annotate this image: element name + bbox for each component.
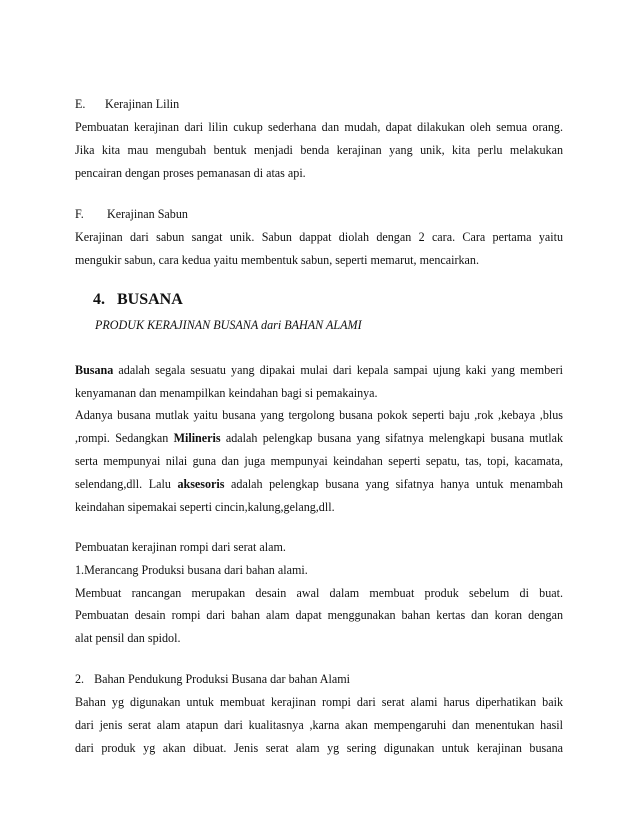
busana-line-5: serta mempunyai nilai guna dan juga mempunyai keindahan seperti sepatu, tas, topi, kacamata, — [75, 454, 563, 468]
rompi-step-2 — [75, 671, 563, 687]
rompi-p1-line-2: Pembuatan desain rompi dari bahan alam dapat menggunakan bahan kertas dan koran dengan — [75, 608, 563, 622]
busana-line-6-pre: selendang,dll. Lalu — [75, 477, 178, 491]
section-e-line-1: Pembuatan kerajinan dari lilin cukup sederhana dan mudah, dapat dilakukan oleh semua orang. — [75, 120, 563, 134]
rompi-p2-line-1: Bahan yg digunakan untuk membuat kerajinan rompi dari serat alami harus diperhatikan baik — [75, 695, 563, 709]
section-f-heading — [75, 206, 563, 222]
rompi-p1-line-1: Membuat rancangan merupakan desain awal dalam membuat produk sebelum di buat. — [75, 586, 563, 600]
busana-line-2: kenyamanan dan menampilkan keindahan bagi si pemakainya. — [75, 386, 378, 400]
section-e-title: Kerajinan Lilin — [105, 97, 180, 111]
section-e-heading — [75, 96, 563, 112]
section-f-line-1: Kerajinan dari sabun sangat unik. Sabun dappat diolah dengan 2 cara. Cara pertama yaitu — [75, 230, 563, 244]
rompi-p2-line-2: dari jenis serat alam atapun dari kualitasnya ,karna akan mempengaruhi dan menentukan hasil — [75, 718, 563, 732]
section-f-letter: F. — [75, 207, 84, 221]
term-busana: Busana — [75, 363, 114, 377]
busana-line-1 — [75, 362, 563, 378]
section-e-letter: E. — [75, 97, 86, 111]
section-4-title: BUSANA — [117, 291, 183, 308]
section-4-heading — [93, 291, 183, 309]
rompi-p1-line-3: alat pensil dan spidol. — [75, 631, 181, 645]
section-e-line-2: Jika kita mau mengubah bentuk menjadi benda kerajinan yang unik, kita perlu melakukan — [75, 143, 563, 157]
busana-line-6 — [75, 476, 563, 492]
busana-line-7: keindahan sipemakai seperti cincin,kalung,gelang,dll. — [75, 500, 335, 514]
term-milineris: Milineris — [173, 431, 221, 445]
section-f-title: Kerajinan Sabun — [107, 207, 188, 221]
section-e-line-3: pencairan dengan proses pemanasan di atas api. — [75, 166, 306, 180]
busana-line-4 — [75, 430, 563, 446]
rompi-step-2-number: 2. — [75, 672, 85, 686]
rompi-step-2-title: Bahan Pendukung Produksi Busana dar bahan Alami — [94, 672, 351, 686]
section-4-number: 4. — [93, 291, 105, 308]
section-f-line-2: mengukir sabun, cara kedua yaitu membentuk sabun, seperti memarut, mencairkan. — [75, 253, 479, 267]
term-aksesoris: aksesoris — [177, 477, 225, 491]
busana-line-4-text: adalah pelengkap busana yang sifatnya melengkapi busana mutlak — [220, 431, 564, 445]
rompi-intro: Pembuatan kerajinan rompi dari serat alam. — [75, 540, 286, 554]
section-4-subtitle: PRODUK KERAJINAN BUSANA dari BAHAN ALAMI — [95, 318, 362, 332]
busana-line-1-text: adalah segala sesuatu yang dipakai mulai dari kepala sampai ujung kaki yang memberi — [113, 363, 563, 377]
busana-line-3: Adanya busana mutlak yaitu busana yang tergolong busana pokok seperti baju ,rok ,kebaya ,blus — [75, 408, 563, 422]
busana-line-6-text: adalah pelengkap busana yang sifatnya hanya untuk menambah — [224, 477, 563, 491]
busana-line-4-pre: ,rompi. Sedangkan — [75, 431, 174, 445]
rompi-p2-line-3: dari produk yg akan dibuat. Jenis serat alam yg sering digunakan untuk kerajinan busana — [75, 741, 563, 755]
rompi-step-1: 1.Merancang Produksi busana dari bahan alami. — [75, 563, 308, 577]
